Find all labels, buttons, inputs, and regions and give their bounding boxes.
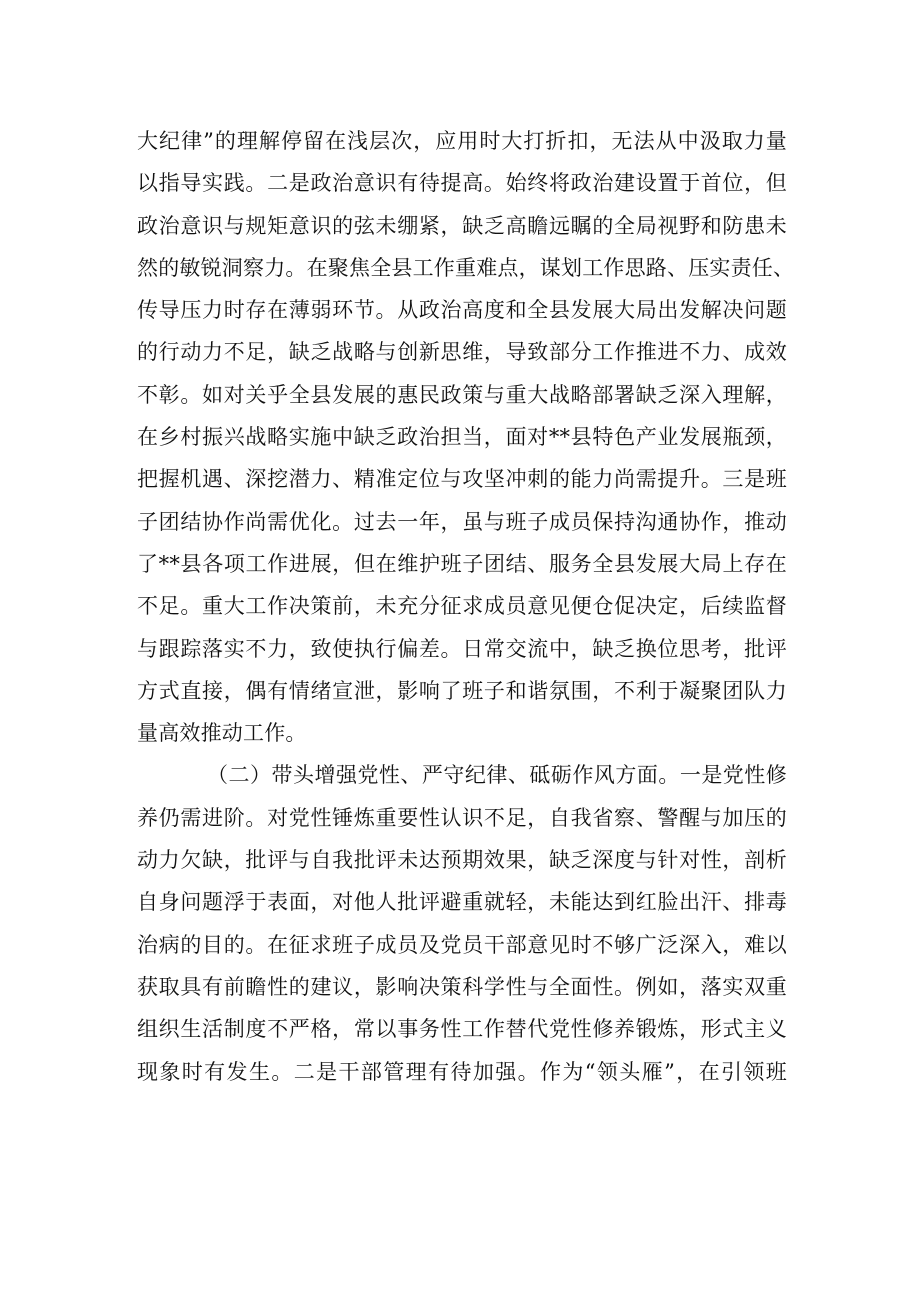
text-line: 治病的目的。在征求班子成员及党员干部意见时不够广泛深入，难以 — [137, 932, 787, 957]
text-line: 自身问题浮于表面，对他人批评避重就轻，未能达到红脸出汗、排毒 — [137, 890, 787, 915]
text-line: 大纪律”的理解停留在浅层次，应用时大打折扣，无法从中汲取力量 — [137, 129, 787, 153]
text-line: 不足。重大工作决策前，未充分征求成员意见便仓促决定，后续监督 — [137, 594, 787, 619]
text-line: 子团结协作尚需优化。过去一年，虽与班子成员保持沟通协作，推动 — [137, 509, 787, 534]
text-line: 了**县各项工作进展，但在维护班子团结、服务全县发展大局上存在 — [137, 551, 787, 576]
document-body — [137, 120, 795, 1093]
text-line: 的行动力不足，缺乏战略与创新思维，导致部分工作推进不力、成效 — [137, 340, 787, 365]
paragraph-end-line: 量高效推动工作。 — [137, 721, 307, 746]
text-line: 组织生活制度不严格，常以事务性工作替代党性修养锻炼，形式主义 — [137, 1017, 787, 1042]
text-line: 与跟踪落实不力，致使执行偏差。日常交流中，缺乏换位思考，批评 — [137, 636, 787, 661]
text-line: 养仍需进阶。对党性锤炼重要性认识不足，自我省察、警醒与加压的 — [137, 805, 787, 830]
text-line: 政治意识与规矩意识的弦未绷紧，缺乏高瞻远瞩的全局视野和防患未 — [137, 213, 787, 238]
text-line: 在乡村振兴战略实施中缺乏政治担当，面对**县特色产业发展瓶颈， — [137, 425, 787, 450]
text-line: 传导压力时存在薄弱环节。从政治高度和全县发展大局出发解决问题 — [137, 298, 787, 323]
text-line: 现象时有发生。二是干部管理有待加强。作为“领头雁”，在引领班 — [137, 1059, 787, 1084]
text-line: 方式直接，偶有情绪宣泄，影响了班子和谐氛围，不利于凝聚团队力 — [137, 678, 787, 703]
text-line: 然的敏锐洞察力。在聚焦全县工作重难点，谋划工作思路、压实责任、 — [137, 255, 795, 280]
text-line: 把握机遇、深挖潜力、精准定位与攻坚冲刺的能力尚需提升。三是班 — [137, 467, 787, 492]
section-heading-line: （二）带头增强党性、严守纪律、砥砺作风方面。一是党性修 — [207, 763, 787, 788]
text-line: 以指导实践。二是政治意识有待提高。始终将政治建设置于首位，但 — [137, 171, 787, 196]
text-line: 不彰。如对关乎全县发展的惠民政策与重大战略部署缺乏深入理解， — [137, 382, 787, 407]
text-line: 获取具有前瞻性的建议，影响决策科学性与全面性。例如，落实双重 — [137, 974, 787, 999]
text-line: 动力欠缺，批评与自我批评未达预期效果，缺乏深度与针对性，剖析 — [137, 848, 787, 873]
